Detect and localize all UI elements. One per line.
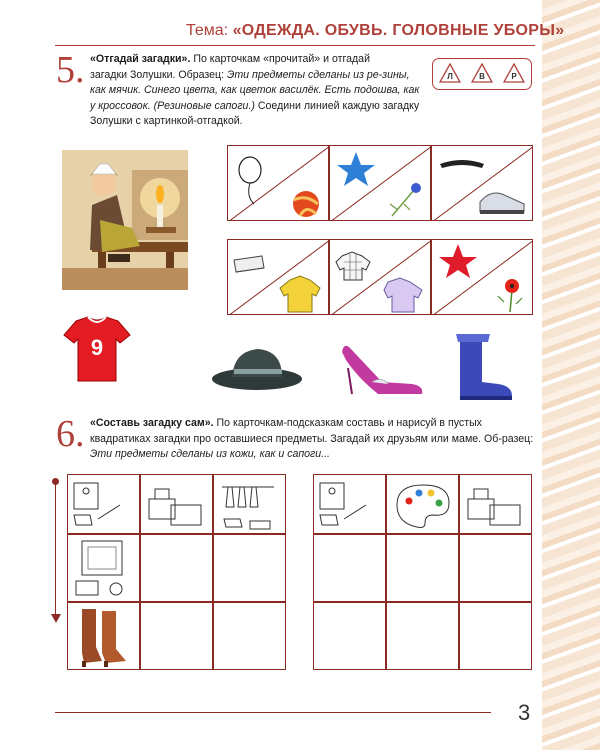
football-shirt-answer[interactable]	[62, 315, 132, 385]
empty-cell[interactable]	[213, 602, 286, 670]
empty-cell[interactable]	[459, 534, 532, 602]
rubber-boots-answer[interactable]	[452, 332, 517, 402]
cornflower-icon	[390, 183, 421, 216]
fabric-icon	[234, 256, 264, 272]
reading-direction-line	[55, 483, 56, 618]
badge-r: Р	[511, 72, 517, 81]
topic-value: «ОДЕЖДА. ОБУВЬ. ГОЛОВНЫЕ УБОРЫ»	[232, 22, 565, 39]
hint-card-leather-boots	[67, 602, 140, 670]
ball-icon	[293, 191, 319, 217]
riddle-card-fabric-jacket	[227, 239, 329, 315]
task6-number: 6.	[56, 413, 85, 455]
hint-card-sewing	[67, 474, 140, 534]
badge-triangle-r	[503, 63, 525, 83]
sole-icon	[440, 160, 484, 168]
red-star-icon	[439, 244, 477, 278]
drawing-grid-right	[313, 474, 532, 670]
riddle-card-balloon-ball	[227, 145, 329, 221]
empty-cell[interactable]	[386, 602, 459, 670]
task5-number: 5.	[56, 49, 85, 91]
task5-example: Эти предметы сделаны из ре-зины, как мячик. Синего цвета, как цветок василёк. Есть подошва, как у кроссовок. (Резиновые сапоги.)	[90, 68, 420, 112]
shirt-number: 9	[90, 335, 104, 360]
task5-text-top	[90, 52, 425, 130]
cinderella-illustration	[62, 150, 188, 290]
task5-text2: загадки Золушки. Образец:	[90, 68, 227, 81]
riddle-card-sole-sneakers	[431, 145, 533, 221]
task6-example: Эти предметы сделаны из кожи, как и сапоги...	[90, 448, 330, 460]
hint-card-sewing	[313, 474, 386, 534]
badge-l: Л	[447, 72, 453, 81]
hint-card-wardrobe	[213, 474, 286, 534]
empty-cell[interactable]	[213, 534, 286, 602]
poppy-icon	[498, 279, 522, 312]
task6-title: «Составь загадку сам».	[90, 417, 214, 429]
badge-triangle-l	[439, 63, 461, 83]
balloon-icon	[239, 157, 261, 204]
arrow-down-icon	[51, 614, 61, 623]
shoes-answer[interactable]	[338, 338, 426, 398]
task5-text3: Соедини линией каждую загадку Золушки с картинкой-отгадкой.	[90, 99, 420, 127]
decorative-brush-border	[542, 0, 600, 750]
empty-cell[interactable]	[313, 534, 386, 602]
empty-cell[interactable]	[386, 534, 459, 602]
page-topic	[186, 22, 565, 40]
yellow-jacket-icon	[280, 276, 320, 312]
header-rule	[55, 45, 535, 46]
empty-cell[interactable]	[313, 602, 386, 670]
topic-label: Тема:	[186, 22, 233, 39]
riddle-card-star-poppy	[431, 239, 533, 315]
empty-cell[interactable]	[140, 602, 213, 670]
riddle-row-2	[227, 239, 533, 315]
hint-card-boxes	[140, 474, 213, 534]
hint-card-palette	[386, 474, 459, 534]
badge-v: В	[479, 72, 485, 81]
badge-triangle-v	[471, 63, 493, 83]
empty-cell[interactable]	[140, 534, 213, 602]
sneakers-icon	[480, 193, 524, 214]
riddle-card-star-cornflower	[329, 145, 431, 221]
riddle-card-plaid-shirt	[329, 239, 431, 315]
hat-answer[interactable]	[210, 343, 305, 393]
skills-badge	[432, 58, 532, 90]
task5-title: «Отгадай загадки».	[90, 53, 191, 65]
plaid-shirt-icon	[336, 252, 370, 280]
riddle-row-1	[227, 145, 533, 221]
footer-rule	[55, 712, 491, 713]
task6-text	[90, 416, 535, 463]
violet-shirt-icon	[384, 278, 422, 312]
hint-card-sewing-large	[67, 534, 140, 602]
hint-card-boxes	[459, 474, 532, 534]
task5-text1: По карточкам «прочитай» и отгадай	[190, 53, 370, 65]
empty-cell[interactable]	[459, 602, 532, 670]
drawing-grid-left	[67, 474, 286, 670]
page-number: 3	[518, 700, 531, 725]
blue-star-icon	[337, 152, 375, 186]
task6-text1: По карточкам-подсказкам составь и нарисуй в пустых квадратиках загадки про оставшиеся предметы. Загадай их друзьям или маме. Об-разец:	[90, 417, 534, 445]
